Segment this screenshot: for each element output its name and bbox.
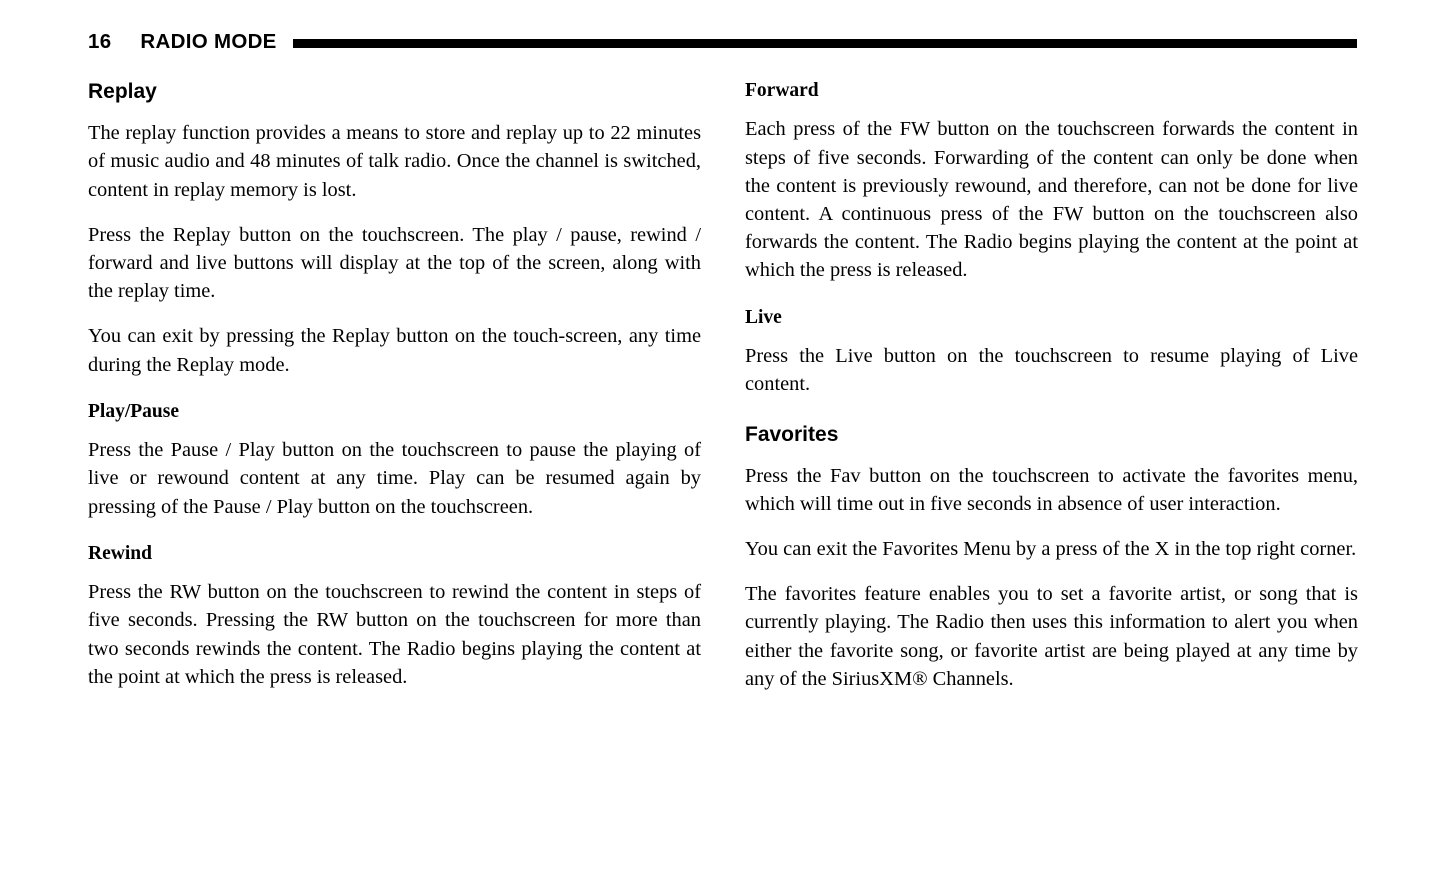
heading-play-pause: Play/Pause: [88, 400, 179, 422]
paragraph-replay-1: The replay function provides a means to store and replay up to 22 minutes of music audio and 48 minutes of talk radio. Once the channel is switched, content in replay memory is lost.: [88, 122, 701, 201]
left-column: [88, 80, 701, 691]
section-title-header: RADIO MODE: [140, 30, 277, 53]
paragraph-favorites-1: Press the Fav button on the touchscreen to activate the favorites menu, which will time out in five seconds in absence of user interaction.: [745, 464, 1358, 515]
paragraph-favorites-2: You can exit the Favorites Menu by a press of the X in the top right corner.: [745, 538, 1357, 560]
heading-rewind: Rewind: [88, 542, 152, 564]
paragraph-favorites-3: The favorites feature enables you to set a favorite artist, or song that is currently playing. The Radio then uses this information to alert you when either the favorite song, or favorite artist are being played at any time by any of the SiriusXM® Channels.: [745, 583, 1358, 690]
paragraph-live: Press the Live button on the touchscreen to resume playing of Live content.: [745, 345, 1358, 396]
heading-forward: Forward: [745, 80, 819, 101]
heading-favorites: Favorites: [745, 422, 839, 446]
right-column: [745, 80, 1358, 693]
heading-replay: Replay: [88, 80, 157, 103]
paragraph-rewind: Press the RW button on the touchscreen to rewind the content in steps of five seconds. Pressing the RW button on the touchscreen for more than two seconds rewinds the content. The Radio begins playing the content at the point at which the press is released.: [88, 581, 701, 688]
paragraph-replay-3: You can exit by pressing the Replay button on the touch-screen, any time during the Replay mode.: [88, 325, 701, 376]
paragraph-forward: Each press of the FW button on the touchscreen forwards the content in steps of five seconds. Forwarding of the content can only be done when the content is previously rewound, and therefore, can not be done for live content. A continuous press of the FW button on the touchscreen also forwards the content. The Radio begins playing the content at the point at which the press is released.: [745, 118, 1358, 282]
paragraph-play-pause: Press the Pause / Play button on the touchscreen to pause the playing of live or rewound content at any time. Play can be resumed again by pressing of the Pause / Play button on the touchscreen.: [88, 439, 701, 518]
content-columns: [88, 80, 1357, 693]
header-rule: [293, 39, 1357, 48]
page-number: 16: [88, 30, 112, 53]
page-header: [88, 30, 1357, 54]
heading-live: Live: [745, 306, 782, 328]
paragraph-replay-2: Press the Replay button on the touchscreen. The play / pause, rewind / forward and live buttons will display at the top of the screen, along with the replay time.: [88, 223, 701, 303]
